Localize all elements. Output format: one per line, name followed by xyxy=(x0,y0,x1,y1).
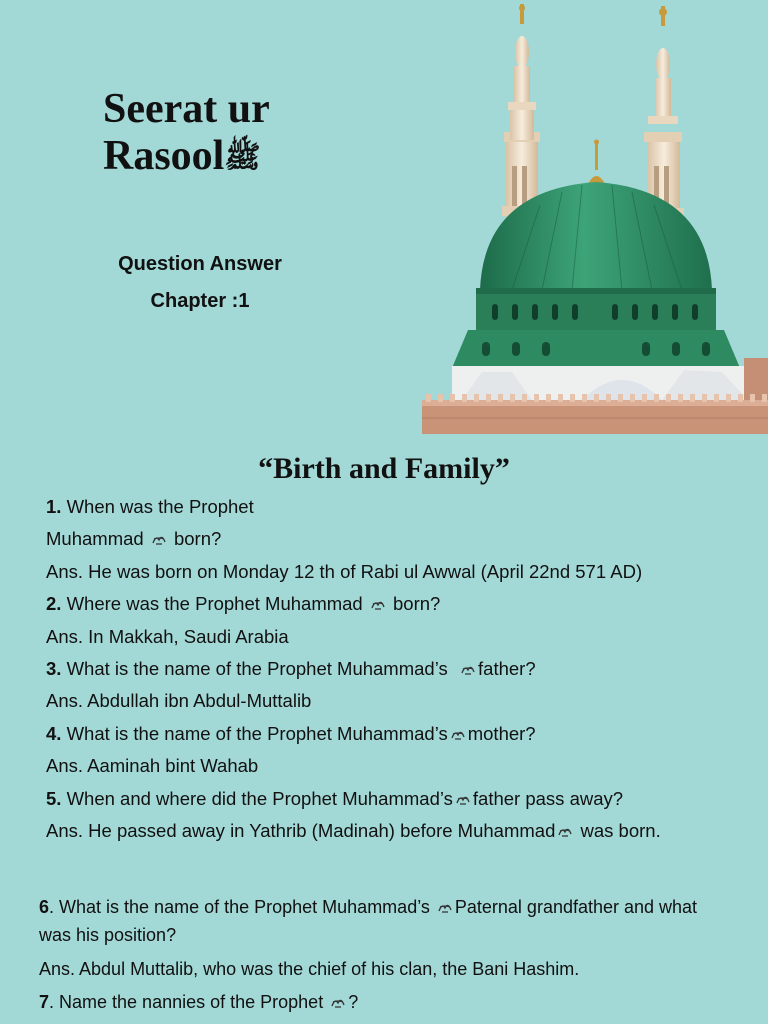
question-3: 3. What is the name of the Prophet Muhammad’s father? xyxy=(46,658,536,680)
page-title xyxy=(103,86,343,181)
answer-6: Ans. Abdul Muttalib, who was the chief of his clan, the Bani Hashim. xyxy=(39,959,580,979)
question-1-cont: Muhammad born? xyxy=(46,528,222,550)
pbuh-calligraphy-icon xyxy=(455,792,471,806)
answer-2: Ans. In Makkah, Saudi Arabia xyxy=(46,625,289,647)
pbuh-calligraphy-icon xyxy=(370,597,386,611)
pbuh-calligraphy-icon xyxy=(557,824,573,838)
green-dome-mosque-illustration xyxy=(422,0,768,434)
answer-1: Ans. He was born on Monday 12 th of Rabi ul Awwal (April 22nd 571 AD) xyxy=(46,560,643,582)
subtitle-chapter: Chapter :1 xyxy=(150,290,250,312)
question-4: 4. What is the name of the Prophet Muhammad’s mother? xyxy=(46,722,536,744)
answer-3: Ans. Abdullah ibn Abdul-Muttalib xyxy=(46,690,312,712)
question-5: 5. When and where did the Prophet Muhammad’s father pass away? xyxy=(46,787,624,809)
pbuh-calligraphy-icon xyxy=(460,662,476,676)
subtitle xyxy=(100,246,300,320)
pbuh-calligraphy-icon xyxy=(450,727,466,741)
pbuh-calligraphy-icon: ﷺ xyxy=(224,141,261,174)
pbuh-calligraphy-icon xyxy=(330,995,346,1009)
qa-list xyxy=(46,491,746,847)
title-line-2: Rasool xyxy=(103,133,225,179)
subtitle-line-1: Question Answer xyxy=(118,253,282,275)
title-line-1: Seerat ur xyxy=(103,86,270,132)
question-2: 2. Where was the Prophet Muhammad born? xyxy=(46,593,441,615)
pbuh-calligraphy-icon xyxy=(437,900,453,914)
qa-list-continued xyxy=(39,893,739,1018)
question-1: 1. When was the Prophet xyxy=(46,496,254,517)
answer-5: Ans. He passed away in Yathrib (Madinah) before Muhammad was born. xyxy=(46,820,661,842)
question-6: 6. What is the name of the Prophet Muhammad’s Paternal grandfather and what was his position? xyxy=(39,897,698,945)
section-title: “Birth and Family” xyxy=(258,452,510,485)
pbuh-calligraphy-icon xyxy=(151,532,167,546)
question-7: 7. Name the nannies of the Prophet ? xyxy=(39,992,359,1012)
answer-4: Ans. Aaminah bint Wahab xyxy=(46,755,259,777)
